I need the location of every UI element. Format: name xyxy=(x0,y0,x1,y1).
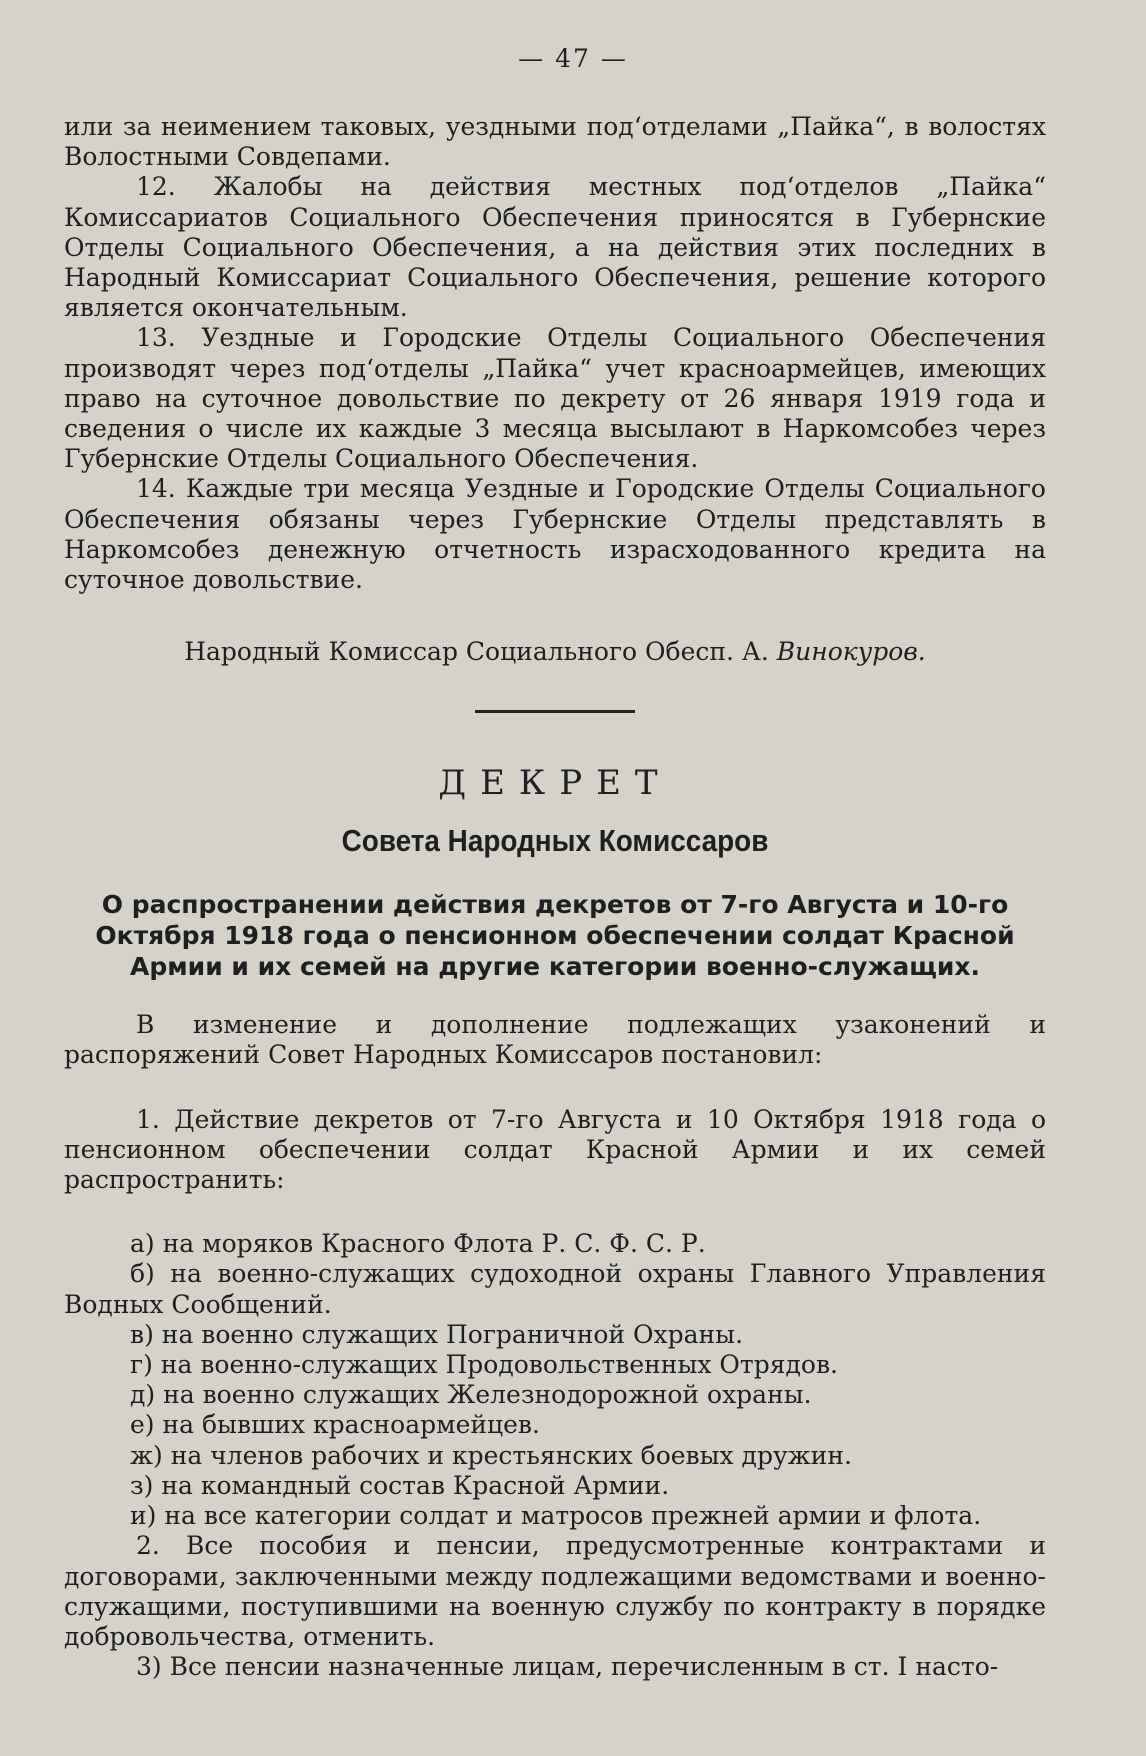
page-number: — 47 — xyxy=(518,44,628,73)
decree-article-1: 1. Действие декретов от 7-го Августа и 10 Октября 1918 года о пенсионном обеспечении солдат Красной Армии и их семей распространить: xyxy=(64,1104,1046,1195)
signature xyxy=(64,637,1046,666)
paragraph-12: 12. Жалобы на действия местных под‘отделов „Пайка“ Комиссариатов Социального Обеспечения приносятся в Губернские Отделы Социального Обеспечения, а на действия этих последних в Народный Комиссариат Социального Обеспечения, решение которого является окончательным. xyxy=(64,172,1046,323)
list-item: д) на военно служащих Железнодорожной охраны. xyxy=(130,1380,812,1410)
list-item: в) на военно служащих Пограничной Охраны. xyxy=(130,1319,744,1349)
list-item: е) на бывших красноармейцев. xyxy=(130,1410,540,1440)
decree-heading: О распространении действия декретов от 7-го Августа и 10-го Октября 1918 года о пенсионном обеспечении солдат Красной Армии и их семей на другие категории военно-служащих. xyxy=(95,890,1015,982)
decree-article-3: 3) Все пенсии назначенные лицам, перечисленным в ст. I насто- xyxy=(136,1652,999,1682)
paragraph-13: 13. Уездные и Городские Отделы Социального Обеспечения производят через под‘отделы „Пайка“ учет красноармейцев, имеющих право на суточное довольствие по декрету от 26 января 1919 года и сведения о числе их каждые 3 месяца высылают в Наркомсобез через Губернские Отделы Социального Обеспечения. xyxy=(64,323,1046,474)
section-divider xyxy=(475,710,635,713)
text-body xyxy=(64,112,1046,1682)
decree-issuer: Совета Народных Комиссаров xyxy=(341,823,769,859)
signature-text: Народный Комиссар Социального Обесп. А. xyxy=(184,637,769,667)
list-item: б) на военно-служащих судоходной охраны Главного Управления Водных Сообщений. xyxy=(64,1259,1046,1319)
list-item: ж) на членов рабочих и крестьянских боевых дружин. xyxy=(130,1440,852,1470)
paragraph-14: 14. Каждые три месяца Уездные и Городские Отделы Социального Обеспечения обязаны через Губернские Отделы представлять в Наркомсобез денежную отчетность израсходованного кредита на суточное довольствие. xyxy=(64,474,1046,595)
intro-paragraph: или за неимением таковых, уездными под‘отделами „Пайка“, в волостях Волостными Совдепами. xyxy=(64,112,1046,172)
decree-preamble: В изменение и дополнение подлежащих узаконений и распоряжений Совет Народных Комиссаров постановил: xyxy=(64,1010,1046,1070)
decree-title: ДЕКРЕТ xyxy=(438,763,672,804)
list-item: г) на военно-служащих Продовольственных Отрядов. xyxy=(130,1350,838,1380)
decree-article-2: 2. Все пособия и пенсии, предусмотренные контрактами и договорами, заключенными между подлежащими ведомствами и военно-служащими, поступившими на военную службу по контракту в порядке добровольчества, отменить. xyxy=(64,1531,1046,1651)
signature-name: Винокуров. xyxy=(776,637,926,667)
list-item: и) на все категории солдат и матросов прежней армии и флота. xyxy=(130,1501,982,1531)
list-item: а) на моряков Красного Флота Р. С. Ф. С. Р. xyxy=(130,1229,706,1259)
list-item: з) на командный состав Красной Армии. xyxy=(130,1470,670,1500)
